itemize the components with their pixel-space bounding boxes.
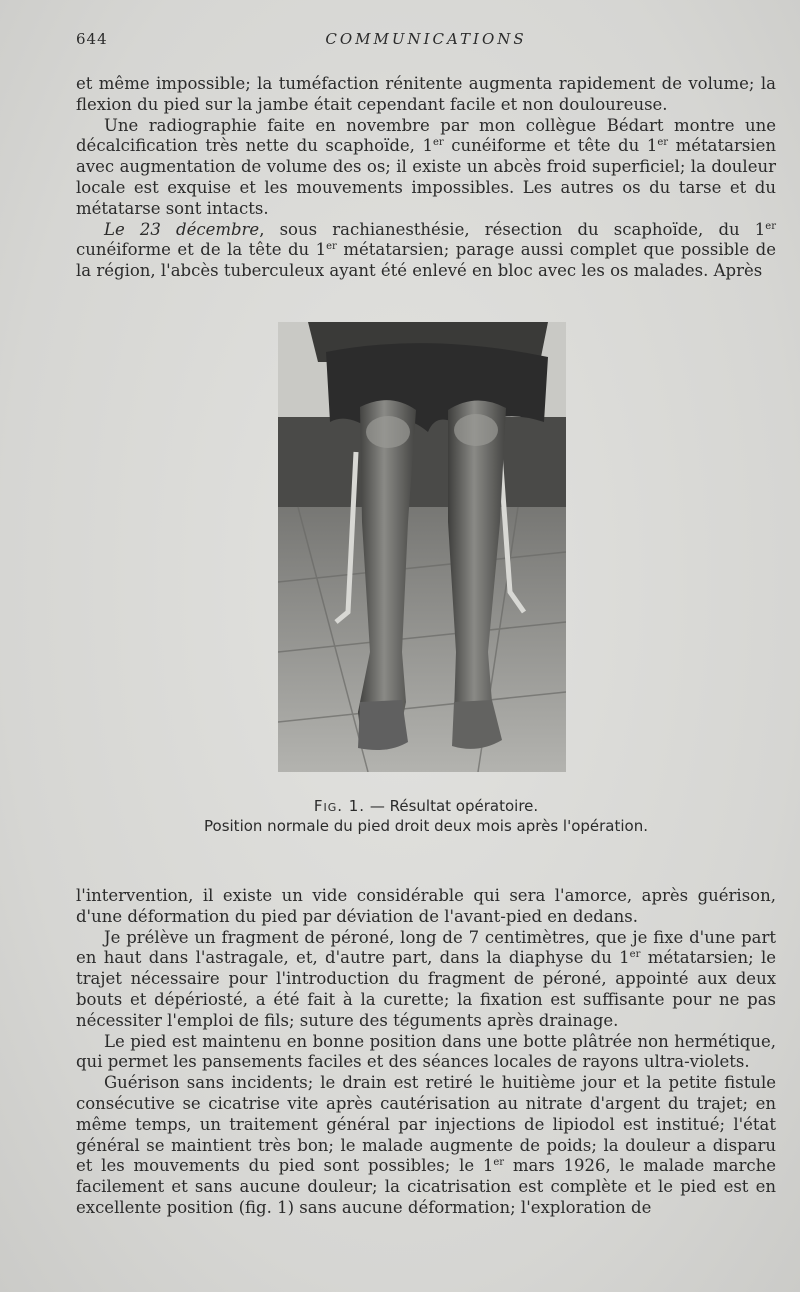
text-run: , sous rachianesthésie, résection du scaphoïde, du 1: [259, 219, 766, 239]
text-run: Je prélève un fragment de péroné, long de 7 centimètres, que je fixe d'une part en haut dans l'astragale, et, d'autre part, dans la diaphyse du 1: [76, 927, 776, 968]
right-knee: [454, 414, 498, 446]
text-run: l'intervention, il existe un vide considérable qui sera l'amorce, après guérison, d'une déformation du pied par déviation de l'avant-pied en dedans.: [76, 886, 776, 926]
paragraph: [76, 1073, 776, 1219]
figure-photo: [278, 322, 566, 772]
text-run: Guérison sans incidents; le drain est retiré le huitième jour et la petite fistule consécutive se cicatrise vite après cautérisation au nitrate d'argent du trajet; en même temps, un traitement général par injections de lipiodol est institué; l'état général se maintient très bon; le malade augmente de poids; la douleur a disparu et les mouvements du pied sont possibles; le 1: [76, 1073, 776, 1176]
superscript: er: [326, 241, 337, 253]
text-run: métatarsien avec augmentation de volume des os; il existe un abcès froid superficiel; la douleur locale est exquise et les mouvements impossibles. Les autres os du tarse et du métatarse sont intacts.: [76, 136, 776, 218]
text-block-top: [76, 74, 776, 282]
text-run: et même impossible; la tuméfaction rénitente augmenta rapidement de volume; la flexion du pied sur la jambe était cependant facile et non douloureuse.: [76, 74, 776, 114]
page-header: [76, 30, 776, 52]
superscript: er: [433, 137, 444, 149]
text-run: cunéiforme et de la tête du 1: [76, 240, 327, 260]
figure-caption: [76, 796, 776, 836]
superscript: er: [657, 137, 669, 149]
page-number: 644: [76, 30, 108, 48]
figure-title: — Résultat opératoire.: [365, 797, 539, 815]
dark-wall-band: [278, 417, 566, 507]
running-title: COMMUNICATIONS: [325, 30, 527, 48]
text-run: Une radiographie faite en novembre par mon collègue Bédart montre une décalcification très nette du scaphoïde, 1: [76, 115, 776, 156]
paragraph: [76, 1032, 776, 1074]
text-run: cunéiforme et tête du 1: [443, 136, 658, 156]
text-run: Le pied est maintenu en bonne position dans une botte plâtrée non hermétique, qui permet les pansements faciles et des séances locales de rayons ultra-violets.: [76, 1031, 776, 1072]
text-run: mars 1926, le malade marche facilement et sans aucune douleur; la cicatrisation est complète et le pied est en excellente position (fig. 1) sans aucune déformation; l'exploration de: [76, 1156, 776, 1217]
superscript: er: [765, 220, 776, 232]
text-run: métatarsien; parage aussi complet que possible de la région, l'abcès tuberculeux ayant été enlevé en bloc avec les os malades. Après: [76, 240, 776, 281]
paragraph: [76, 116, 776, 220]
superscript: er: [629, 949, 641, 961]
legs-photograph: [278, 322, 566, 772]
paragraph: [76, 74, 776, 116]
left-knee: [366, 416, 410, 448]
figure-label: Fig. 1.: [313, 797, 366, 815]
figure-description: Position normale du pied droit deux mois après l'opération.: [204, 817, 648, 835]
paragraph: [76, 220, 776, 282]
caption-line-1: [76, 796, 776, 816]
superscript: er: [493, 1157, 505, 1169]
paragraph: [76, 886, 776, 928]
paragraph: [76, 928, 776, 1032]
text-block-bottom: [76, 886, 776, 1219]
floor: [278, 507, 566, 772]
italic-text: Le 23 décembre: [104, 219, 260, 239]
left-foot: [358, 700, 408, 750]
text-run: métatarsien; le trajet nécessaire pour l'introduction du fragment de péroné, appointé aux deux bouts et dépériosté, a été fait à la curette; la fixation est suffisante pour ne pas nécessiter l'emploi de fils; suture des téguments après drainage.: [76, 948, 776, 1030]
